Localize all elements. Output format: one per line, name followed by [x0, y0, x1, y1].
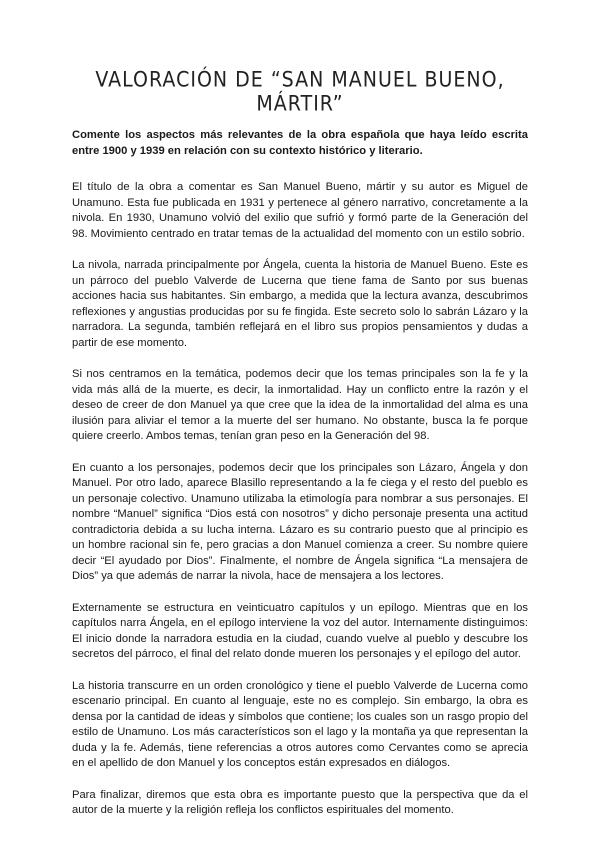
paragraph-structure: Externamente se estructura en veinticuatro capítulos y un epílogo. Mientras que en los capítulos narra Ángela, en el epílogo interviene la voz del autor. Internamente distinguimos: El inicio donde la narradora estudia en la ciudad, cuando vuelve al pueblo y descubre los secretos del párroco, el final del relato donde mueren los personajes y el epílogo del autor.	[72, 601, 528, 660]
document-title: VALORACIÓN DE “SAN MANUEL BUENO, MÁRTIR”	[95, 67, 505, 117]
paragraph-intro: El título de la obra a comentar es San Manuel Bueno, mártir y su autor es Miguel de Unamuno. Esta fue publicada en 1931 y pertenece al género narrativo, concretamente a la nivola. En 1930, Unamuno volvió del exilio que sufrió y formó parte de la Generación del 98. Movimiento centrado en tratar temas de la actualidad del momento con un estilo sobrio.	[72, 181, 528, 240]
paragraph-language: La historia transcurre en un orden cronológico y tiene el pueblo Valverde de Lucerna como escenario principal. En cuanto al lenguaje, este no es complejo. Sin embargo, la obra es densa por la cantidad de ideas y símbolos que contiene; los cuales son un rasgo propio del estilo de Unamuno. Los más característicos son el lago y la montaña ya que representan la duda y la fe. Además, tiene referencias a otros autores como Cervantes como se aprecia en el apellido de don Manuel y los conceptos están expresados en diálogos.	[72, 679, 528, 769]
essay-prompt: Comente los aspectos más relevantes de la obra española que haya leído escrita entre 1900 y 1939 en relación con su contexto histórico y literario.	[72, 129, 528, 157]
paragraph-themes: Si nos centramos en la temática, podemos decir que los temas principales son la fe y la vida más allá de la muerte, es decir, la inmortalidad. Hay un conflicto entre la razón y el deseo de creer de don Manuel ya que cree que la idea de la inmortalidad del alma es una ilusión para aliviar el temor a la muerte del ser humano. No obstante, busca la fe porque quiere creerlo. Ambos temas, tenían gran peso en la Generación del 98.	[72, 368, 528, 442]
paragraph-characters: En cuanto a los personajes, podemos decir que los principales son Lázaro, Ángela y don Manuel. Por otro lado, aparece Blasillo representando a la fe ciega y el resto del pueblo es un personaje colectivo. Unamuno utilizaba la etimología para nombrar a sus personajes. El nombre “Manuel” significa “Dios está con nosotros” y dicho personaje presenta una actitud contradictoria debida a su lucha interna. Lázaro es su contrario puesto que al principio es un hombre racional sin fe, pero gracias a don Manuel comienza a creer. Su nombre quiere decir “El ayudado por Dios”. Finalmente, el nombre de Ángela significa “La mensajera de Dios” ya que además de narrar la nivola, hace de mensajera a los lectores.	[72, 461, 528, 582]
paragraph-conclusion: Para finalizar, diremos que esta obra es importante puesto que la perspectiva que da el autor de la muerte y la religión refleja los conflictos espirituales del momento.	[72, 788, 528, 816]
paragraph-plot: La nivola, narrada principalmente por Ángela, cuenta la historia de Manuel Bueno. Este es un párroco del pueblo Valverde de Lucerna que tiene fama de Santo por sus buenas acciones hacia sus habitantes. Sin embargo, a medida que la lectura avanza, descubrimos reflexiones y angustias producidas por su fe fingida. Este secreto solo lo sabrán Lázaro y la narradora. La segunda, también reflejará en el libro sus propios pensamientos y dudas a partir de ese momento.	[72, 259, 528, 349]
